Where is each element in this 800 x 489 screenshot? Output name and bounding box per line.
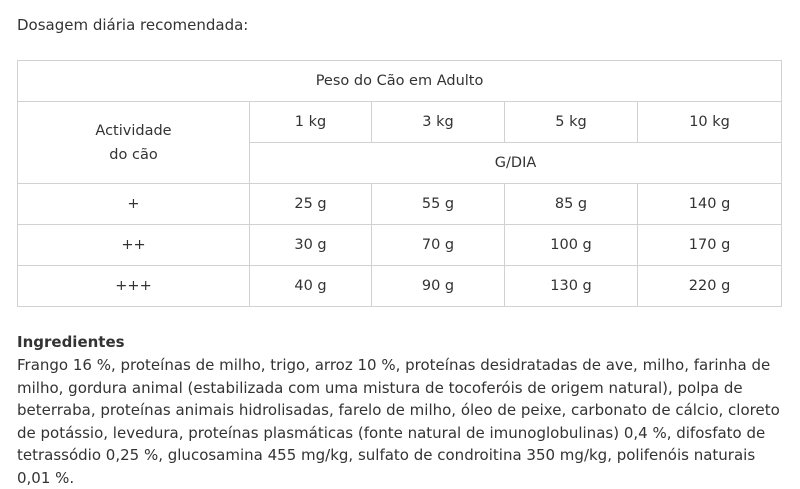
table-row [18,266,782,307]
activity-level: ++ [18,225,250,266]
dose-cell: 90 g [372,266,505,307]
dose-cell: 55 g [372,184,505,225]
dose-cell: 130 g [505,266,638,307]
dose-cell: 85 g [505,184,638,225]
weight-col-4: 10 kg [638,102,782,143]
dose-cell: 100 g [505,225,638,266]
dose-cell: 70 g [372,225,505,266]
dose-cell: 170 g [638,225,782,266]
dose-cell: 220 g [638,266,782,307]
unit-label: G/DIA [250,143,782,184]
activity-label-line2: do cão [109,146,158,163]
dose-cell: 30 g [250,225,372,266]
dosage-table [17,60,782,307]
weight-col-1: 1 kg [250,102,372,143]
activity-level: +++ [18,266,250,307]
dose-cell: 40 g [250,266,372,307]
activity-label-line1: Actividade [95,122,172,139]
weight-col-3: 5 kg [505,102,638,143]
table-header-row [18,61,782,102]
dose-cell: 25 g [250,184,372,225]
dosage-intro: Dosagem diária recomendada: [17,16,249,34]
activity-level: + [18,184,250,225]
activity-header [18,102,250,184]
table-weights-row [18,102,782,143]
ingredients-text: Frango 16 %, proteínas de milho, trigo, arroz 10 %, proteínas desidratadas de ave, milho, farinha de milho, gordura animal (estabilizada com uma mistura de tocoferóis de origem natural), polpa de beterraba, proteínas animais hidrolisadas, farelo de milho, óleo de peixe, carbonato de cálcio, cloreto de potássio, levedura, proteínas plasmáticas (fonte natural de imunoglobulinas) 0,4 %, difosfato de tetrassódio 0,25 %, glucosamina 455 mg/kg, sulfato de condroitina 350 mg/kg, polifenóis naturais 0,01 %. [17,356,780,487]
dose-cell: 140 g [638,184,782,225]
weight-header: Peso do Cão em Adulto [18,61,782,102]
ingredients-title: Ingredientes [17,333,125,351]
weight-col-2: 3 kg [372,102,505,143]
table-row [18,184,782,225]
table-row [18,225,782,266]
